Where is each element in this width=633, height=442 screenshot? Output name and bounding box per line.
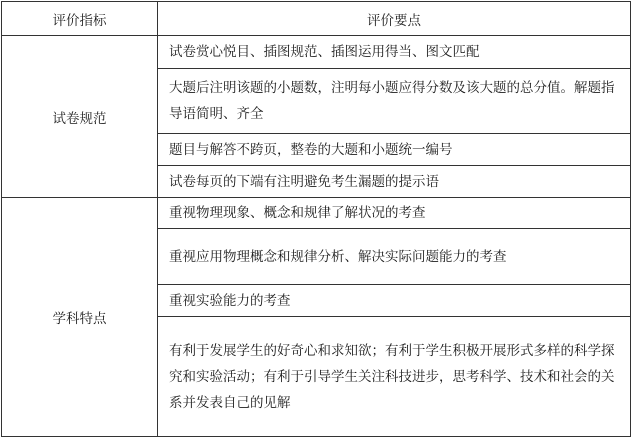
indicator-subject-features: 学科特点 <box>2 198 158 437</box>
header-points: 评价要点 <box>158 2 631 36</box>
table-row <box>2 198 631 229</box>
point-cell: 试卷赏心悦目、插图规范、插图运用得当、图文匹配 <box>158 36 631 69</box>
header-indicator: 评价指标 <box>2 2 158 36</box>
table-row <box>2 36 631 69</box>
indicator-paper-standard: 试卷规范 <box>2 36 158 198</box>
point-cell: 大题后注明该题的小题数，注明每小题应得分数及该大题的总分值。解题指导语简明、齐全 <box>158 69 631 134</box>
header-row <box>2 2 631 36</box>
point-cell: 重视物理现象、概念和规律了解状况的考查 <box>158 198 631 229</box>
evaluation-table <box>1 1 631 437</box>
point-cell: 重视应用物理概念和规律分析、解决实际问题能力的考查 <box>158 229 631 285</box>
point-cell: 重视实验能力的考查 <box>158 285 631 317</box>
point-cell: 有利于发展学生的好奇心和求知欲；有利于学生积极开展形式多样的科学探究和实验活动；有利于引导学生关注科技进步，思考科学、技术和社会的关系并发表自己的见解 <box>158 317 631 437</box>
point-cell: 题目与解答不跨页，整卷的大题和小题统一编号 <box>158 134 631 166</box>
point-cell: 试卷每页的下端有注明避免考生漏题的提示语 <box>158 166 631 198</box>
